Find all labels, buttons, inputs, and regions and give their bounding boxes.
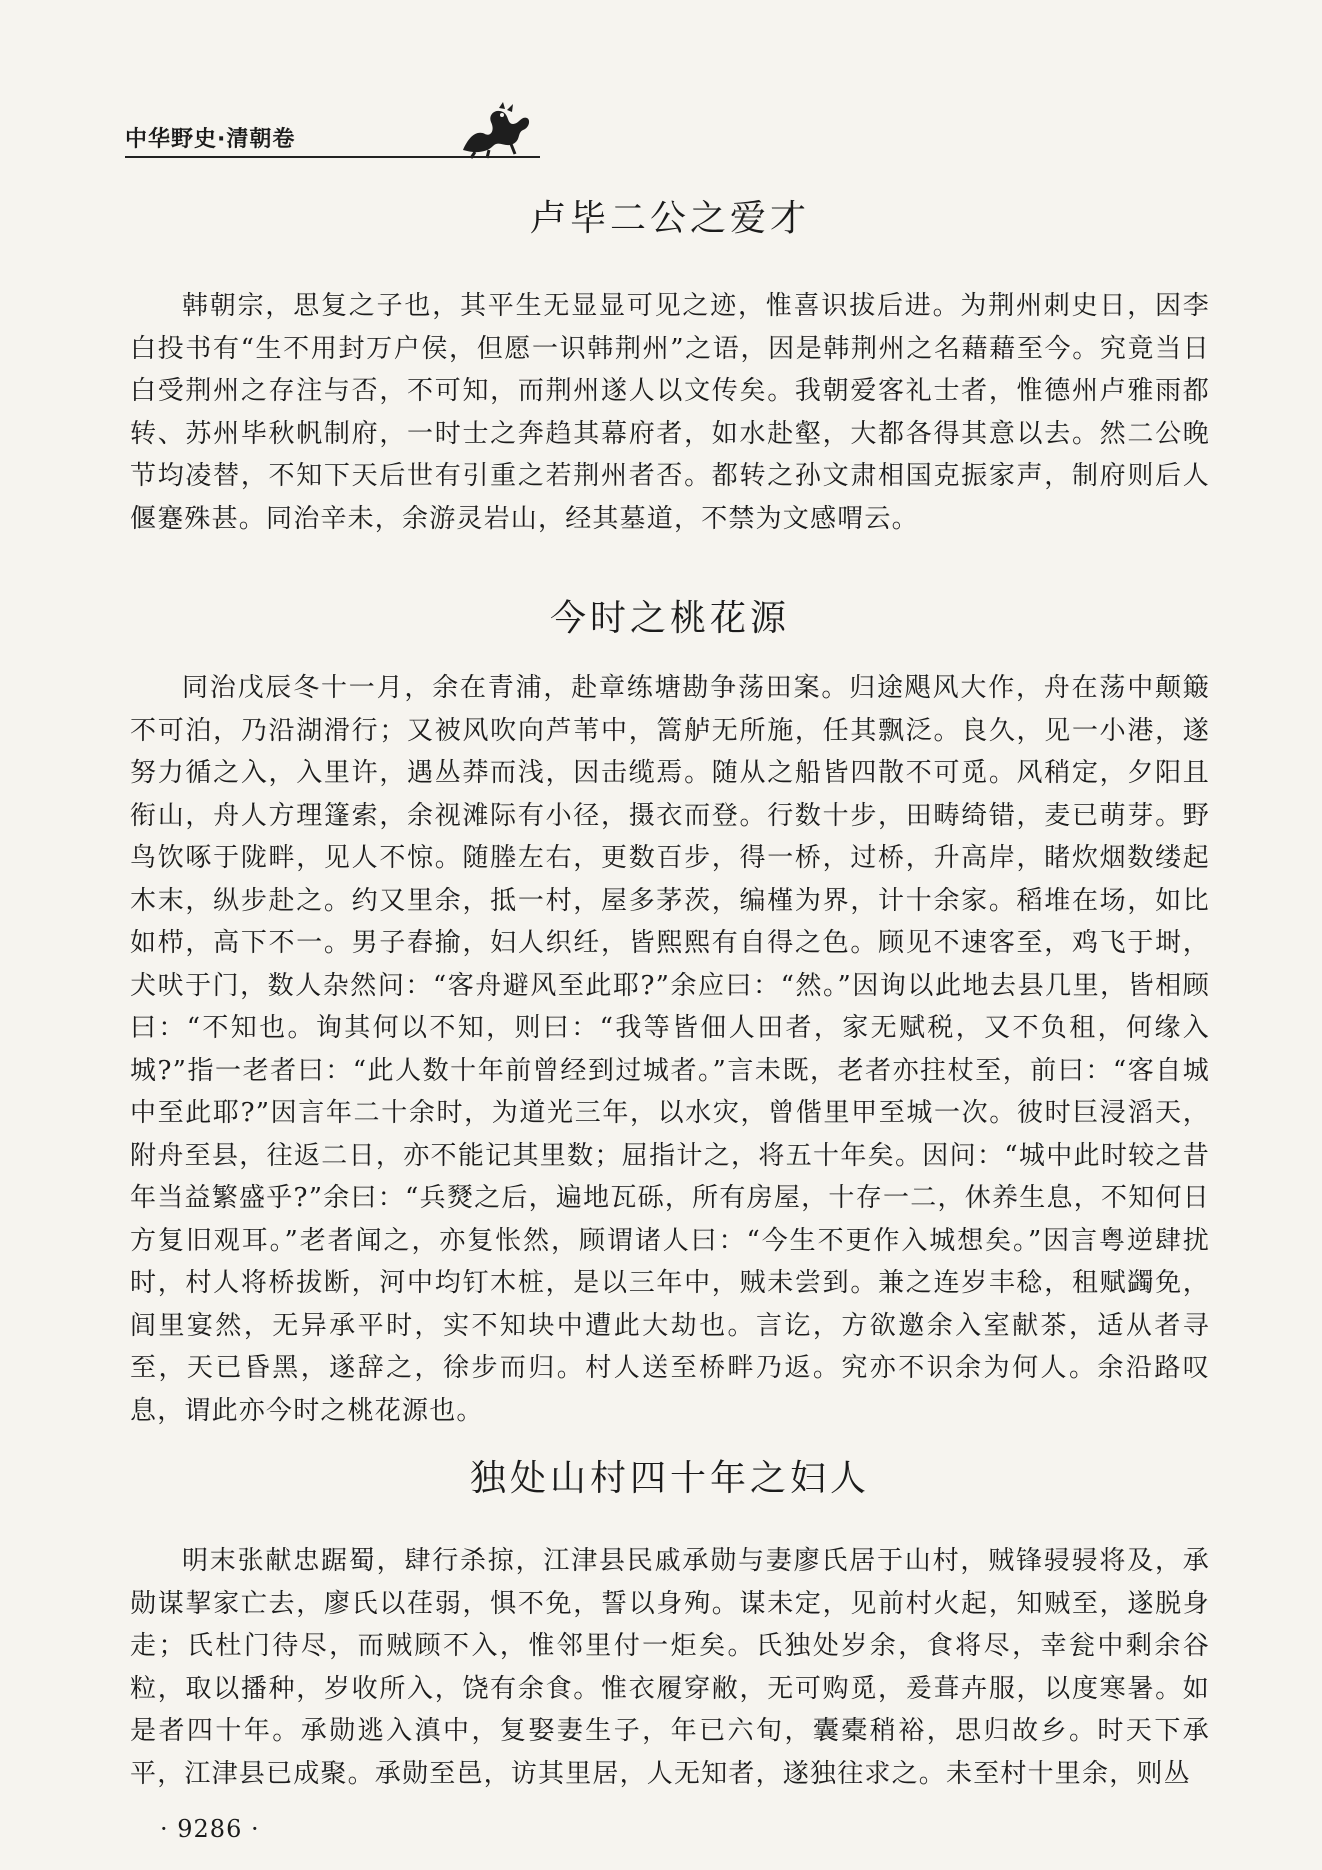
running-header — [125, 100, 540, 170]
book-title: 中华野史·清朝卷 — [125, 127, 296, 152]
section-title-2: 今时之桃花源 — [549, 598, 790, 639]
section-title-1: 卢毕二公之爱才 — [529, 198, 810, 239]
section-paragraph-1: 韩朝宗，思复之子也，其平生无显显可见之迹，惟喜识拔后进。为荆州刺史日，因李白投书有“生不用封万户侯，但愿一识韩荆州”之语，因是韩荆州之名藉藉至今。究竟当日白受荆州之存注与否，不可知，而荆州遂人以文传矣。我朝爱客礼士者，惟德州卢雅雨都转、苏州毕秋帆制府，一时士之奔趋其幕府者，如水赴壑，大都各得其意以去。然二公晚节均凌替，不知下天后世有引重之若荆州者否。都转之孙文肃相国克振家声，制府则后人偃蹇殊甚。同治辛未，余游灵岩山，经其墓道，不禁为文感喟云。 — [130, 291, 1210, 534]
section-paragraph-2: 同治戊辰冬十一月，余在青浦，赴章练塘勘争荡田案。归途飓风大作，舟在荡中颠簸不可泊，乃沿湖滑行；又被风吹向芦苇中，篙舻无所施，任其飘泛。良久，见一小港，遂努力循之入，入里许，遇丛莽而浅，因击缆焉。随从之船皆四散不可觅。风稍定，夕阳且衔山，舟人方理篷索，余视滩际有小径，摄衣而登。行数十步，田畴绮错，麦已萌芽。野鸟饮啄于陇畔，见人不惊。随塍左右，更数百步，得一桥，过桥，升高岸，睹炊烟数缕起木末，纵步赴之。约又里余，抵一村，屋多茅茨，编槿为界，计十余家。稻堆在场，如比如栉，高下不一。男子舂揄，妇人织纴，皆熙熙有自得之色。顾见不速客至，鸡飞于埘，犬吠于门，数人杂然问：“客舟避风至此耶?”余应曰：“然。”因询以此地去县几里，皆相顾曰：“不知也。询其何以不知，则曰：“我等皆佃人田者，家无赋税，又不负租，何缘入城?”指一老者曰：“此人数十年前曾经到过城者。”言未既，老者亦拄杖至，前曰：“客自城中至此耶?”因言年二十余时，为道光三年，以水灾，曾偕里甲至城一次。彼时巨浸滔天，附舟至县，往返二日，亦不能记其里数；屈指计之，将五十年矣。因问：“城中此时较之昔年当益繁盛乎?”余曰：“兵燹之后，遍地瓦砾，所有房屋，十存一二，休养生息，不知何日方复旧观耳。”老者闻之，亦复怅然，顾谓诸人曰：“今生不更作入城想矣。”因言粤逆肆扰时，村人将桥拔断，河中均钉木桩，是以三年中，贼未尝到。兼之连岁丰稔，租赋蠲免，闾里宴然，无异承平时，实不知块中遭此大劫也。言讫，方欲邀余入室献茶，适从者寻至，天已昏黑，遂辞之，徐步而归。村人送至桥畔乃返。究亦不识余为何人。余沿路叹息，谓此亦今时之桃花源也。 — [130, 673, 1210, 1426]
page-number: · 9286 · — [160, 1815, 260, 1843]
header-rule — [125, 156, 540, 158]
dragon-emblem-icon — [455, 100, 535, 160]
section-paragraph-3: 明末张献忠踞蜀，肆行杀掠，江津县民戚承勋与妻廖氏居于山村，贼锋骎骎将及，承勋谋挈家亡去，廖氏以荏弱，惧不免，誓以身殉。谋未定，见前村火起，知贼至，遂脱身走；氏杜门待尽，而贼顾不入，惟邻里付一炬矣。氏独处岁余，食将尽，幸瓮中剩余谷粒，取以播种，岁收所入，饶有余食。惟衣履穿敝，无可购觅，爰葺卉服，以度寒暑。如是者四十年。承勋逃入滇中，复娶妻生子，年已六旬，囊橐稍裕，思归故乡。时天下承平，江津县已成聚。承勋至邑，访其里居，人无知者，遂独往求之。未至村十里余，则丛 — [130, 1546, 1210, 1789]
section-title-3: 独处山村四十年之妇人 — [469, 1458, 870, 1499]
